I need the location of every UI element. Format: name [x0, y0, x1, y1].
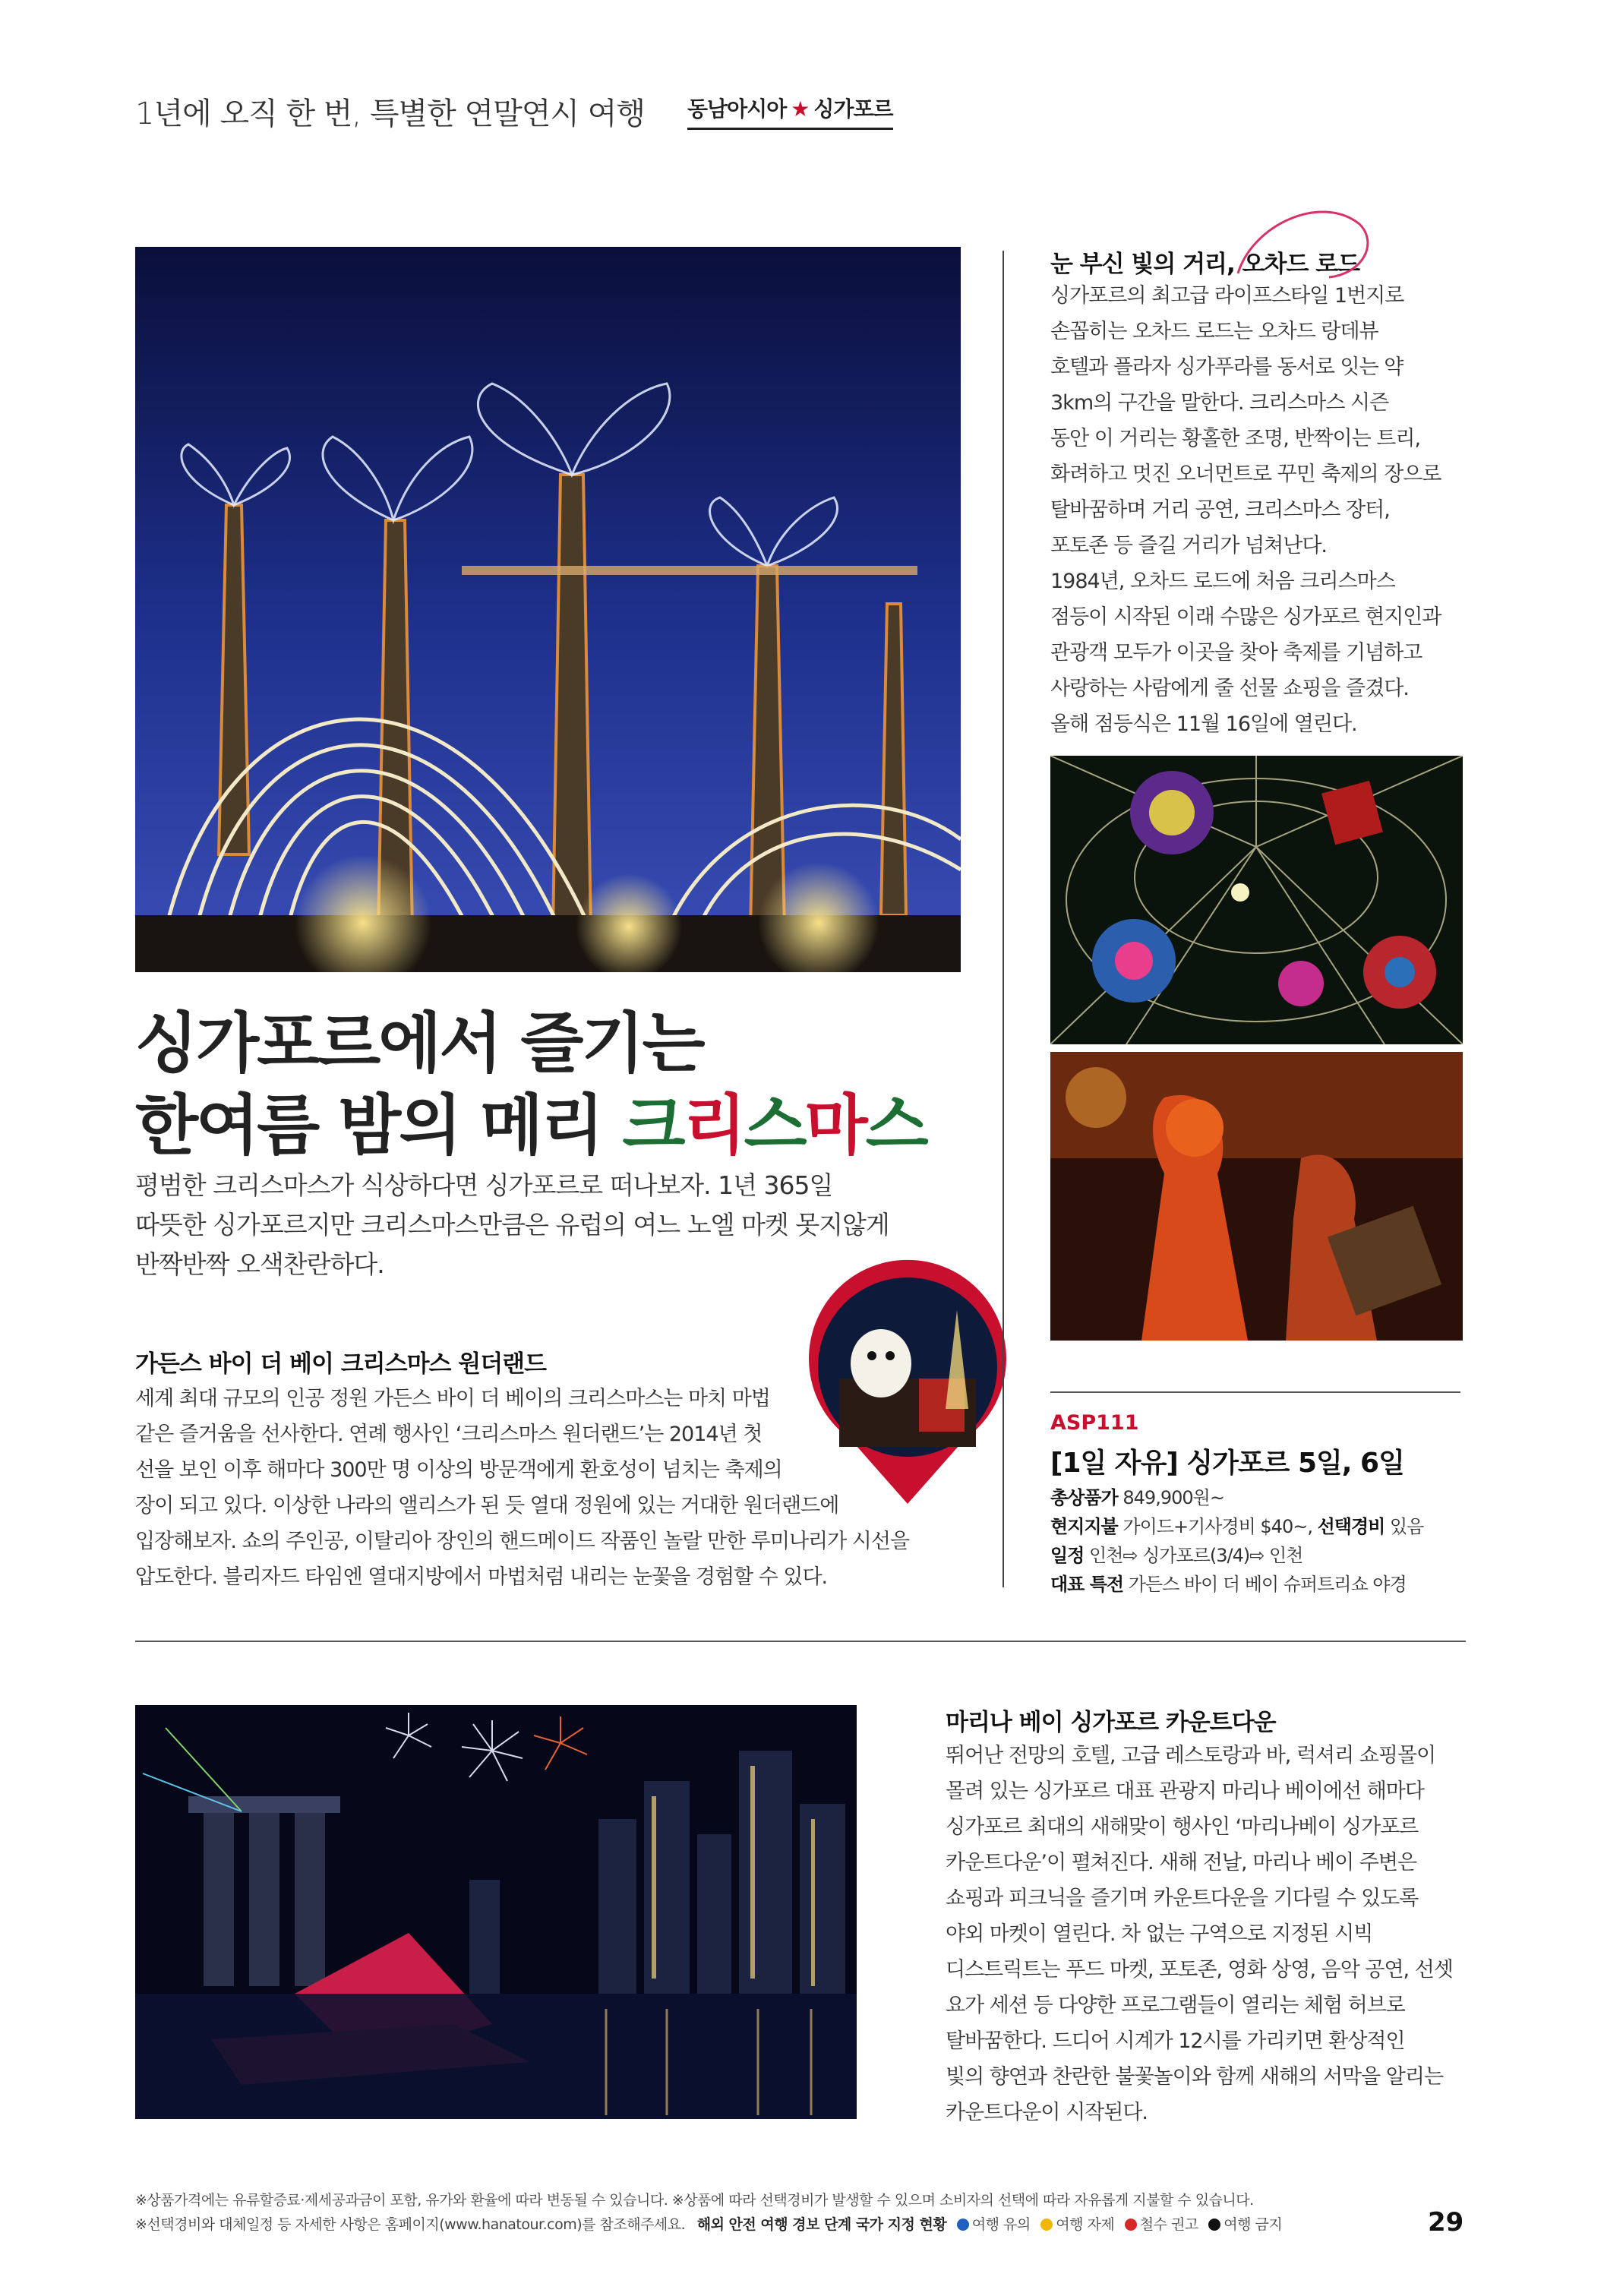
- body-line: 화려하고 멋진 오너먼트로 꾸민 축제의 장으로: [1050, 463, 1441, 486]
- optional-fee-value: 있음: [1390, 1516, 1424, 1537]
- product-local-fee: [1050, 1511, 1423, 1538]
- body-line: 싱가포르 최대의 새해맞이 행사인 ‘마리나베이 싱가포르: [946, 1815, 1419, 1839]
- body-line: 압도한다. 블리자드 타임엔 열대지방에서 마법처럼 내리는 눈꽃을 경험할 수 있다.: [135, 1565, 828, 1589]
- body-line: 쇼핑과 피크닉을 즐기며 카운트다운을 기다릴 수 있도록: [946, 1887, 1419, 1910]
- page-number: 29: [1428, 2207, 1464, 2238]
- price-value: 849,900원~: [1122, 1487, 1224, 1508]
- body-line: 1984년, 오차드 로드에 처음 크리스마스: [1050, 570, 1395, 593]
- page-header-title: 1년에 오직 한 번, 특별한 연말연시 여행: [135, 96, 646, 131]
- advisory-level-3-dot-icon: [1125, 2219, 1137, 2231]
- body-line: 싱가포르의 최고급 라이프스타일 1번지로: [1050, 284, 1404, 308]
- gardens-by-the-bay-photo: [135, 247, 961, 972]
- xmas-letter: 크: [622, 1088, 684, 1164]
- region-label: 동남아시아: [687, 96, 787, 122]
- advisory-level-3: 철수 권고: [1139, 2216, 1198, 2233]
- body-line: 입장해보자. 쇼의 주인공, 이탈리아 장인의 핸드메이드 작품인 놀랄 만한 루미나리가 시선을: [135, 1530, 910, 1553]
- body-line: 포토존 등 즐길 거리가 넘쳐난다.: [1050, 534, 1327, 557]
- body-line: 호텔과 플라자 싱가푸라를 동서로 잇는 약: [1050, 355, 1404, 379]
- body-line: 관광객 모두가 이곳을 찾아 축제를 기념하고: [1050, 641, 1422, 665]
- advisory-level-2-dot-icon: [1040, 2219, 1053, 2231]
- schedule-value: 인천⇨ 싱가포르(3/4)⇨ 인천: [1089, 1545, 1303, 1566]
- gardens-section-title: 가든스 바이 더 베이 크리스마스 원더랜드: [135, 1350, 547, 1378]
- product-name: [1일 자유] 싱가포르 5일, 6일: [1050, 1448, 1404, 1479]
- price-label: 총상품가: [1050, 1487, 1118, 1508]
- gardens-section-body: [135, 1381, 993, 1595]
- footer-note-2: ※선택경비와 대체일정 등 자세한 사항은 홈페이지(www.hanatour.com)를 참조해주세요.: [135, 2216, 686, 2233]
- advisory-level-4-dot-icon: [1208, 2219, 1220, 2231]
- handwritten-circle-mark: [1230, 201, 1375, 285]
- body-line: 손꼽히는 오차드 로드는 오차드 랑데뷰: [1050, 320, 1378, 343]
- marina-bay-fireworks-photo: [135, 1705, 857, 2119]
- special-value: 가든스 바이 더 베이 슈퍼트리쇼 야경: [1128, 1574, 1407, 1595]
- body-line: 올해 점등식은 11월 16일에 열린다.: [1050, 712, 1357, 736]
- product-special: [1050, 1569, 1407, 1596]
- body-line: 디스트릭트는 푸드 마켓, 포토존, 영화 상영, 음악 공연, 선셋: [946, 1958, 1453, 1982]
- lead-line: 평범한 크리스마스가 식상하다면 싱가포르로 떠나보자. 1년 365일: [135, 1170, 833, 1200]
- schedule-label: 일정: [1050, 1545, 1085, 1566]
- section-divider: [135, 1641, 1466, 1642]
- local-fee-label: 현지지불: [1050, 1516, 1118, 1537]
- product-divider: [1050, 1391, 1460, 1393]
- advisory-level-4: 여행 금지: [1224, 2216, 1283, 2233]
- xmas-letter: 리: [683, 1088, 744, 1164]
- orchard-sculpture-photo: [1050, 1052, 1463, 1341]
- body-line: 선을 보인 이후 해마다 300만 명 이상의 방문객에게 환호성이 넘치는 축제의: [135, 1458, 782, 1482]
- footer-note-2-row: [135, 2213, 1411, 2234]
- body-line: 빛의 향연과 찬란한 불꽃놀이와 함께 새해의 서막을 알리는: [946, 2065, 1444, 2089]
- marina-section-body: [946, 1738, 1477, 2130]
- product-schedule: [1050, 1540, 1302, 1567]
- footer-note-1: ※상품가격에는 유류할증료·제세공과금이 포함, 유가와 환율에 따라 변동될 수 있습니다. ※상품에 따라 선택경비가 발생할 수 있으며 소비자의 선택에 따라 자유롭게 지불할 수 있습니다.: [135, 2192, 1254, 2209]
- body-line: 세계 최대 규모의 인공 정원 가든스 바이 더 베이의 크리스마스는 마치 마법: [135, 1387, 770, 1410]
- advisory-level-1-dot-icon: [957, 2219, 969, 2231]
- body-line: 카운트다운이 시작된다.: [946, 2101, 1148, 2124]
- body-line: 야외 마켓이 열린다. 차 없는 구역으로 지정된 시빅: [946, 1922, 1373, 1946]
- body-line: 카운트다운’이 펼쳐진다. 새해 전날, 마리나 베이 주변은: [946, 1851, 1417, 1874]
- body-line: 사랑하는 사람에게 줄 선물 쇼핑을 즐겼다.: [1050, 677, 1409, 700]
- orchard-section-title: 눈 부신 빛의 거리, 오차드 로드: [1050, 251, 1360, 278]
- orchard-section-body: [1050, 278, 1476, 742]
- body-line: 몰려 있는 싱가포르 대표 관광지 마리나 베이에선 해마다: [946, 1780, 1424, 1803]
- body-line: 동안 이 거리는 황홀한 조명, 반짝이는 트리,: [1050, 427, 1421, 450]
- special-label: 대표 특전: [1050, 1574, 1124, 1595]
- region-tag: [687, 93, 893, 130]
- product-code: ASP111: [1050, 1411, 1139, 1435]
- lead-line: 따뜻한 싱가포르지만 크리스마스만큼은 유럽의 여느 노엘 마켓 못지않게: [135, 1210, 889, 1240]
- body-line: 3km의 구간을 말한다. 크리스마스 시즌: [1050, 391, 1389, 415]
- xmas-letter: 스: [744, 1088, 805, 1164]
- optional-fee-label: 선택경비: [1317, 1516, 1385, 1537]
- star-icon: ★: [791, 96, 810, 122]
- body-line: 뛰어난 전망의 호텔, 고급 레스토랑과 바, 럭셔리 쇼핑몰이: [946, 1744, 1436, 1767]
- headline-line-2-prefix: 한여름 밤의 메리: [135, 1088, 623, 1164]
- advisory-level-2: 여행 자제: [1056, 2216, 1115, 2233]
- local-fee-value: 가이드+기사경비 $40~,: [1122, 1516, 1312, 1537]
- city-label: 싱가포르: [813, 96, 893, 122]
- xmas-letter: 마: [804, 1088, 866, 1164]
- main-headline: [135, 1003, 927, 1167]
- lead-line: 반짝반짝 오색찬란하다.: [135, 1249, 384, 1279]
- body-line: 탈바꿈한다. 드디어 시계가 12시를 가리키면 환상적인: [946, 2029, 1405, 2053]
- body-line: 같은 즐거움을 선사한다. 연례 행사인 ‘크리스마스 원더랜드’는 2014년 첫: [135, 1423, 763, 1446]
- marina-section-title: 마리나 베이 싱가포르 카운트다운: [946, 1709, 1276, 1736]
- orchard-ornaments-photo: [1050, 756, 1463, 1044]
- body-line: 탈바꿈하며 거리 공연, 크리스마스 장터,: [1050, 498, 1390, 522]
- body-line: 점등이 시작된 이래 수많은 싱가포르 현지인과: [1050, 605, 1441, 629]
- xmas-letter: 스: [865, 1088, 927, 1164]
- column-divider: [1003, 251, 1004, 1587]
- headline-line-2: [135, 1085, 927, 1167]
- body-line: 요가 세션 등 다양한 프로그램들이 열리는 체험 허브로: [946, 1994, 1405, 2017]
- headline-line-1: 싱가포르에서 즐기는: [135, 1006, 703, 1082]
- advisory-level-1: 여행 유의: [971, 2216, 1031, 2233]
- product-price: [1050, 1483, 1224, 1509]
- body-line: 장이 되고 있다. 이상한 나라의 앨리스가 된 듯 열대 정원에 있는 거대한 원더랜드에: [135, 1494, 839, 1518]
- advisory-label: 해외 안전 여행 경보 단계 국가 지정 현황: [696, 2216, 947, 2233]
